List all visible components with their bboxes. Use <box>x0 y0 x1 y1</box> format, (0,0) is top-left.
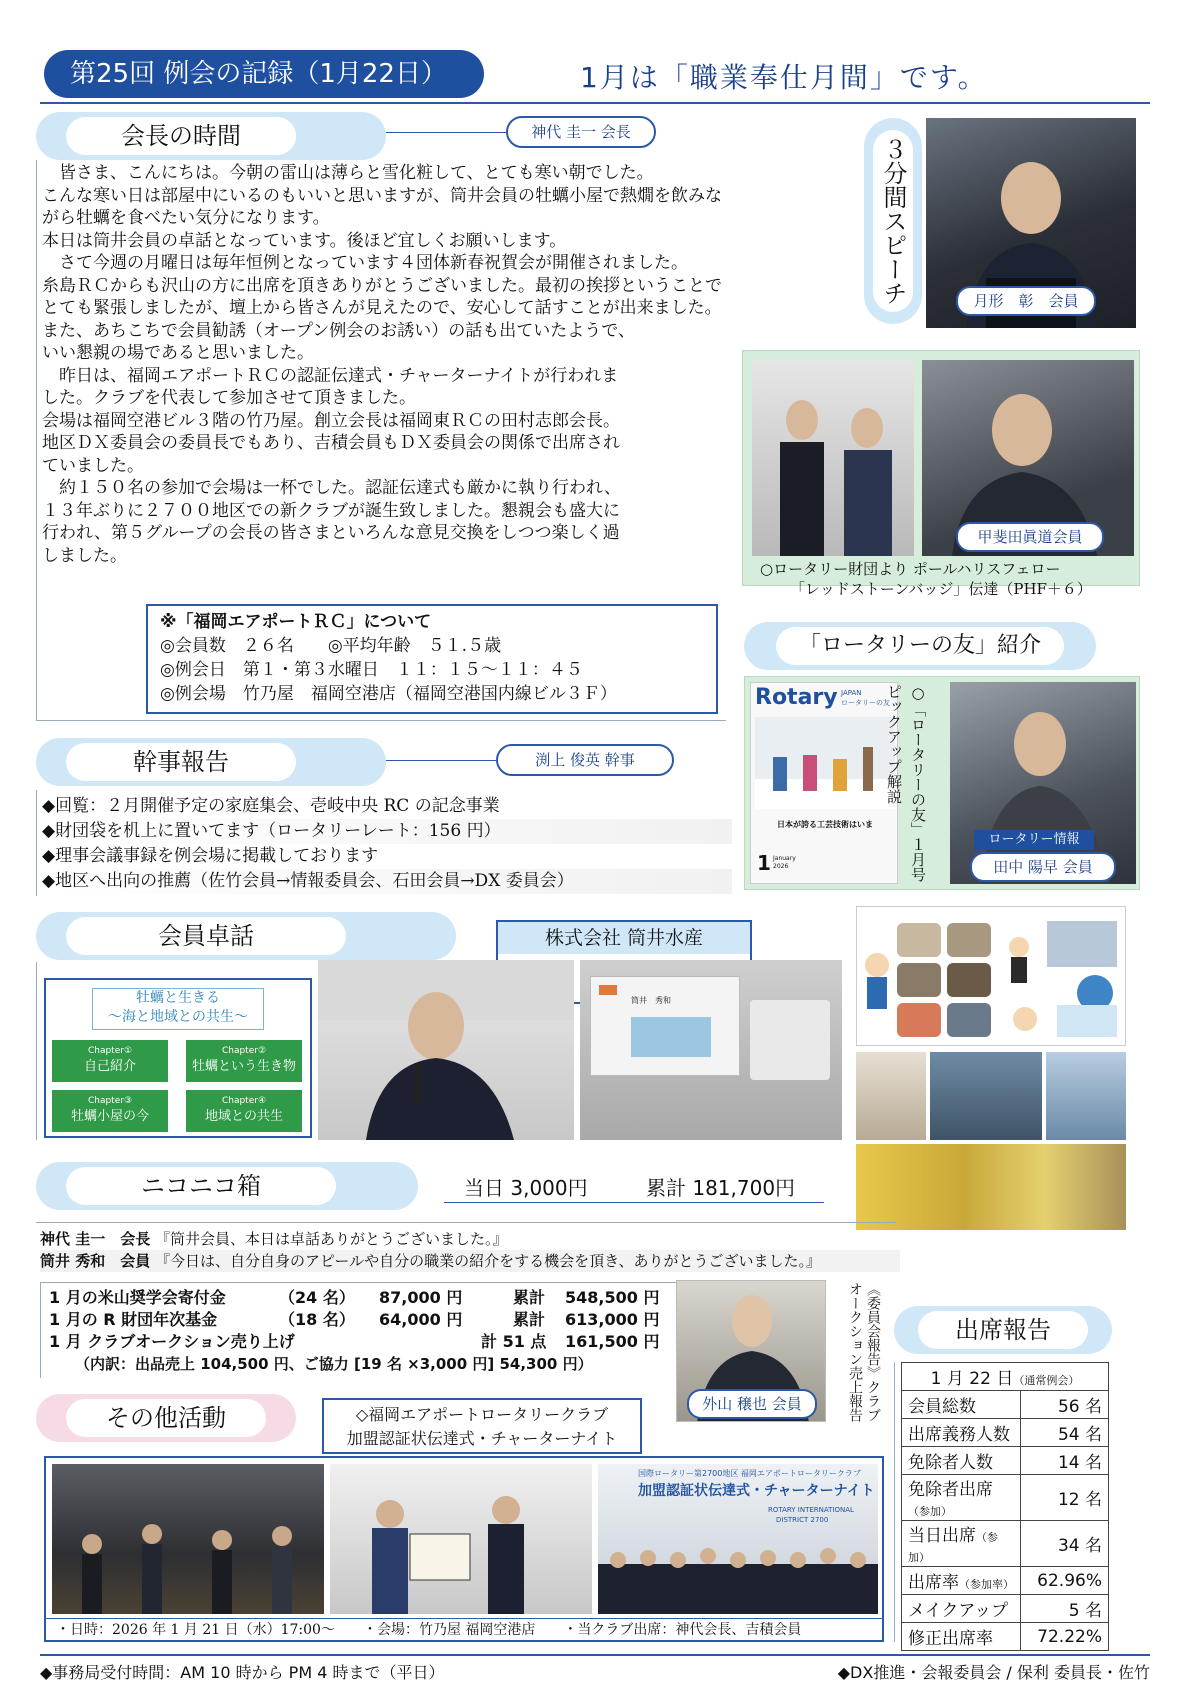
crowd-icon <box>52 1464 324 1614</box>
chapter-label: 地域との共生 <box>204 1109 283 1124</box>
group-people-icon <box>598 1534 878 1614</box>
event-title-box <box>322 1398 642 1454</box>
award-figures-icon <box>752 360 914 556</box>
event-party-photo <box>52 1464 324 1614</box>
attendance-note: （参加率） <box>959 1578 1014 1591</box>
speaker2-caption: 甲斐田眞道会員 <box>956 522 1104 552</box>
attendance-label: 会員総数 <box>908 1397 976 1417</box>
entry-name: 神代 圭一 会長 <box>40 1230 151 1248</box>
auction-speaker-photo <box>676 1280 826 1422</box>
office-hours: ◆事務局受付時間：AM 10 時から PM 4 時まで（平日） <box>40 1663 445 1682</box>
footer-rule <box>40 1654 1150 1656</box>
speech-line: 昨日は、福岡エアポートＲＣの認証伝達式・チャーターナイトが行われま <box>42 365 619 386</box>
rotary-friend-speaker: 田中 陽早 会員 <box>970 852 1116 882</box>
secretary-items <box>42 794 732 894</box>
speaker-figure-icon <box>318 960 574 1140</box>
auction-caption: 《委員会報告》クラブオークション売上報告 <box>847 1282 881 1422</box>
talk-slide-panel <box>44 978 312 1138</box>
attendance-title: 出席報告 <box>918 1311 1088 1349</box>
airport-rc-note <box>146 604 718 714</box>
oyster-shells-photo <box>856 1052 926 1140</box>
speech-line: 地区ＤＸ委員会の委員長でもあり、吉積会員もＤＸ委員会の関係で出席され <box>42 433 620 453</box>
attendance-table <box>901 1362 1109 1651</box>
fund-total: 161,500 円 <box>565 1332 660 1351</box>
niconico-title: ニコニコ箱 <box>66 1167 336 1205</box>
attendance-value: 34 名 <box>1021 1521 1109 1567</box>
niconico-top-rule <box>36 1222 896 1223</box>
entry-message: 『筒井会員、本日は卓話ありがとうございました。』 <box>155 1230 508 1248</box>
attendance-row <box>902 1623 1109 1651</box>
attendance-label: 当日出席 <box>908 1526 976 1546</box>
speaker-photo-tsukigata <box>926 118 1136 328</box>
group-ceremony-photo <box>598 1464 878 1614</box>
fund-amount: 87,000 円 <box>379 1288 463 1307</box>
month-theme: 1月は「職業奉仕月間」です。 <box>580 61 988 94</box>
rotary-info-tag: ロータリー情報 <box>974 830 1094 850</box>
chapter-num: Chapter② <box>221 1046 267 1056</box>
second-screen <box>750 1000 830 1080</box>
other-activities-tab <box>36 1394 296 1442</box>
attendance-label-cell <box>902 1475 1021 1521</box>
committee-credit: ◆DX推進・会報委員会 / 保利 委員長・佐竹 <box>837 1663 1150 1682</box>
secretary-rule <box>386 760 496 761</box>
magazine-issue-month: January <box>773 855 796 862</box>
speaker-photo-tanaka <box>950 682 1136 884</box>
attendance-date-note: （通常例会） <box>1013 1374 1080 1387</box>
note-line: ◎会員数 ２６名 ◎平均年齢 ５１.５歳 <box>160 636 502 656</box>
speech-line: ていました。 <box>42 455 144 476</box>
attendance-label: 出席率 <box>908 1573 959 1593</box>
certificate-ceremony-icon <box>330 1464 592 1614</box>
award-caption-2: 「レッドストーンバッジ」伝達（PHF＋６） <box>790 580 1092 598</box>
scene-collage <box>856 1052 1126 1230</box>
attendance-row <box>902 1521 1109 1567</box>
chapter-label: 自己紹介 <box>83 1059 136 1074</box>
attendance-label-cell <box>902 1521 1021 1567</box>
talk-slide-photo <box>580 960 842 1140</box>
banner-line2: 加盟認証状伝達式・チャーターナイト <box>638 1483 875 1499</box>
group-photo <box>856 1144 1126 1230</box>
attendance-label: メイクアップ <box>908 1601 1009 1621</box>
fund-amount: 64,000 円 <box>379 1310 463 1329</box>
fund-breakdown: （内訳：出品売上 104,500 円、ご協力 [19 名 ×3,000 円] 54,300 円） <box>75 1355 593 1373</box>
attendance-value: 14 名 <box>1021 1447 1109 1475</box>
slide-logo-icon <box>599 985 617 995</box>
magazine-brand: Rotary <box>755 685 838 710</box>
member-talk-tab <box>36 912 456 960</box>
attendance-row <box>902 1567 1109 1595</box>
fund-total-label: 計 51 点 <box>481 1332 547 1351</box>
president-bottom-rule <box>36 720 726 721</box>
secretary-item: ◆理事会議事録を例会場に掲載しております <box>42 846 379 866</box>
event-title-line1: ◇福岡エアポートロータリークラブ <box>355 1405 609 1424</box>
attendance-frame <box>894 1362 1112 1649</box>
attendance-label: 免除者人数 <box>908 1453 993 1473</box>
magazine-sub1: JAPAN <box>841 689 862 697</box>
magazine-cover <box>750 682 898 884</box>
attendance-date: 1 月 22 日 <box>930 1369 1014 1389</box>
niconico-entries <box>40 1228 900 1272</box>
secretary-tab <box>36 738 386 786</box>
event-photos-frame <box>44 1456 884 1642</box>
niconico-rule <box>444 1202 824 1203</box>
projector-screen <box>590 976 740 1076</box>
slide-title-line1: 牡蠣と生きる <box>136 990 220 1006</box>
niconico-entry <box>40 1250 900 1272</box>
secretary-item: ◆回覧：２月開催予定の家庭集会、壱岐中央 RC の記念事業 <box>42 796 500 816</box>
secretary-title: 幹事報告 <box>66 743 296 781</box>
niconico-today: 当日 3,000円 <box>464 1176 588 1200</box>
fund-row <box>41 1309 680 1331</box>
attendance-tab <box>894 1306 1112 1354</box>
attendance-value: 12 名 <box>1021 1475 1109 1521</box>
chapter-card <box>52 1090 168 1132</box>
speech-line: しました。 <box>42 545 127 566</box>
rotary-friend-tab <box>744 622 1096 670</box>
magazine-illustration-icon <box>755 717 895 809</box>
speech-line: １３年ぶりに２７００地区での新クラブが誕生致しました。懇親会も盛大に <box>42 500 620 521</box>
attendance-note: （参加） <box>908 1505 952 1518</box>
member-talk-title: 会員卓話 <box>66 917 346 955</box>
left-border <box>36 160 37 720</box>
speech-line: 会場は福岡空港ビル３階の竹乃屋。創立会長は福岡東ＲＣの田村志郎会長。 <box>42 410 620 431</box>
speaker1-caption: 月形 彰 会員 <box>956 286 1096 316</box>
magazine-sub2: ロータリーの友 <box>841 699 890 707</box>
award-photo <box>752 360 914 556</box>
attendance-row <box>902 1595 1109 1623</box>
note-title: ※「福岡エアポートＲＣ」について <box>160 612 432 632</box>
fund-total: 613,000 円 <box>565 1310 660 1329</box>
secretary-item: ◆財団袋を机上に置いてます（ロータリーレート：156 円） <box>42 819 732 844</box>
chapter-num: Chapter① <box>87 1046 133 1056</box>
speech-line: さて今週の月曜日は毎年恒例となっています４団体新春祝賀会が開催されました。 <box>42 253 688 273</box>
funds-block <box>40 1282 680 1378</box>
speech-line: 糸島ＲＣからも沢山の方に出席を頂きありがとうございました。最初の挨拶ということで <box>42 275 722 296</box>
slide-title-line2: ～海と地域との共生～ <box>108 1009 248 1025</box>
fund-label: 1 月 クラブオークション売り上げ <box>49 1332 295 1351</box>
fund-row <box>41 1287 680 1309</box>
auction-speaker-caption: 外山 穣也 会員 <box>687 1389 817 1419</box>
attendance-label-cell <box>902 1623 1021 1651</box>
attendance-header-row <box>902 1363 1109 1391</box>
president-section-title: 会長の時間 <box>66 117 296 155</box>
event-title-line2: 加盟認証状伝達式・チャーターナイト <box>346 1429 618 1448</box>
note-line: ◎例会場 竹乃屋 福岡空港店（福岡空港国内線ビル３Ｆ） <box>160 684 617 704</box>
chapter-label: 牡蠣という生き物 <box>191 1059 296 1074</box>
speaker-photo-kaida <box>922 360 1134 556</box>
entry-message: 『今日は、自分自身のアピールや自分の職業の紹介をする機会を頂き、ありがとうございました。』 <box>155 1252 822 1270</box>
rotary-friend-vertical-caption: ○「ロータリーの友」１月号ピックアップ解説 <box>885 684 927 882</box>
chapter-num: Chapter④ <box>221 1096 267 1106</box>
chapter-card <box>52 1040 168 1082</box>
secretary-speaker: 渕上 俊英 幹事 <box>496 744 674 776</box>
rotary-friend-title: 「ロータリーの友」紹介 <box>776 627 1064 665</box>
attendance-label-cell <box>902 1567 1021 1595</box>
certificate-photo <box>330 1464 592 1614</box>
niconico-entry <box>40 1228 900 1250</box>
speech-title: ３分間スピーチ <box>873 130 913 312</box>
attendance-label: 修正出席率 <box>908 1629 993 1649</box>
president-section-tab <box>36 112 386 160</box>
secretary-left-border <box>36 790 37 896</box>
speech-line: 約１５０名の参加で会場は一杯でした。認証伝達式も厳かに執り行われ、 <box>42 478 622 498</box>
attendance-label: 出席義務人数 <box>908 1425 1010 1445</box>
niconico-total: 累計 181,700円 <box>646 1176 796 1200</box>
banner-line3: ROTARY INTERNATIONAL <box>768 1506 854 1514</box>
harbor-photo <box>1046 1052 1126 1140</box>
attendance-label: 免除者出席 <box>908 1480 993 1500</box>
banner-line1: 国際ロータリー第2700地区 福岡エアポートロータリークラブ <box>638 1469 861 1478</box>
attendance-row <box>902 1447 1109 1475</box>
attendance-label-cell <box>902 1419 1021 1447</box>
talk-speaker-photo <box>318 960 574 1140</box>
fund-total-label: 累計 <box>513 1288 546 1307</box>
attendance-label-cell <box>902 1391 1021 1419</box>
fund-count: （18 名） <box>279 1310 355 1329</box>
oyster-farm-photo <box>930 1052 1042 1140</box>
speech-line: いい懇親の場であると思いました。 <box>42 343 314 363</box>
illustration-collage <box>856 906 1126 1046</box>
niconico-tab <box>36 1162 418 1210</box>
event-info: ・日時：2026 年 1 月 21 日（水）17:00～ ・会場：竹乃屋 福岡空港店 ・当クラブ出席：神代会長、吉積会員 <box>46 1618 882 1640</box>
president-speech <box>42 162 782 567</box>
attendance-label-cell <box>902 1447 1021 1475</box>
header-rule <box>40 102 1150 104</box>
fund-row <box>41 1353 680 1375</box>
speech-line: 本日は筒井会員の卓話となっています。後ほど宜しくお願いします。 <box>42 230 567 251</box>
attendance-value: 56 名 <box>1021 1391 1109 1419</box>
issue-title: 第25回 例会の記録（1月22日） <box>44 50 484 98</box>
fund-total: 548,500 円 <box>565 1288 660 1307</box>
entry-name: 筒井 秀和 会員 <box>40 1252 151 1270</box>
speech-line: 行われ、第５グループの会長の皆さまといろんな意見交換をしつつ楽しく過 <box>42 523 620 543</box>
talk-company: 株式会社 筒井水産 <box>498 922 750 954</box>
speech-line: とても緊張しましたが、壇上から皆さんが見えたので、安心して話すことが出来ました。 <box>42 298 722 318</box>
chapter-num: Chapter③ <box>87 1096 133 1106</box>
speech-tab <box>864 118 922 324</box>
fund-row <box>41 1331 680 1353</box>
chapter-card <box>186 1090 302 1132</box>
other-activities-title: その他活動 <box>66 1399 266 1437</box>
chapter-card <box>186 1040 302 1082</box>
award-caption-1: ○ロータリー財団より ポールハリスフェロー <box>760 560 1061 578</box>
oyster-illustrations-icon <box>857 907 1125 1045</box>
attendance-row <box>902 1475 1109 1521</box>
attendance-date-cell <box>902 1363 1109 1391</box>
magazine-issue-num: 1 <box>757 851 771 875</box>
speech-line: 皆さま、こんにちは。今朝の雷山は薄らと雪化粧して、とても寒い朝でした。 <box>42 163 654 183</box>
speech-line: こんな寒い日は部屋中にいるのもいいと思いますが、筒井会員の牡蠣小屋で熱燗を飲みな <box>42 185 722 206</box>
speech-line: がら牡蠣を食べたい気分になります。 <box>42 208 330 228</box>
speech-line: また、あちこちで会員勧誘（オープン例会のお誘い）の話も出ていたようで、 <box>42 320 635 341</box>
magazine-headline: 日本が誇る工芸技術はいま <box>777 820 873 829</box>
screen-speaker-name: 筒井 秀和 <box>631 996 671 1005</box>
banner-line4: DISTRICT 2700 <box>776 1516 829 1524</box>
fund-label: 1 月の米山奨学会寄付金 <box>49 1288 226 1307</box>
talk-slide-title <box>92 988 264 1030</box>
president-rule <box>386 132 506 133</box>
secretary-item: ◆地区へ出向の推薦（佐竹会員→情報委員会、石田会員→DX 委員会） <box>42 869 732 894</box>
attendance-label-cell <box>902 1595 1021 1623</box>
chapter-label: 牡蠣小屋の今 <box>70 1109 149 1124</box>
speech-line: した。クラブを代表して参加させて頂きました。 <box>42 388 416 408</box>
attendance-value: 72.22% <box>1021 1623 1109 1651</box>
attendance-value: 5 名 <box>1021 1595 1109 1623</box>
fund-count: （24 名） <box>279 1288 355 1307</box>
attendance-value: 54 名 <box>1021 1419 1109 1447</box>
fund-label: 1 月の R 財団年次基金 <box>49 1310 218 1329</box>
fund-total-label: 累計 <box>513 1310 546 1329</box>
magazine-issue-year: 2026 <box>773 863 789 870</box>
slide-image <box>631 1017 711 1057</box>
attendance-note: （参加） <box>908 1531 998 1564</box>
president-speaker: 神代 圭一 会長 <box>506 116 656 148</box>
attendance-row <box>902 1391 1109 1419</box>
attendance-value: 62.96% <box>1021 1567 1109 1595</box>
note-line: ◎例会日 第１・第３水曜日 １１：１５～１１：４５ <box>160 660 583 680</box>
attendance-row <box>902 1419 1109 1447</box>
